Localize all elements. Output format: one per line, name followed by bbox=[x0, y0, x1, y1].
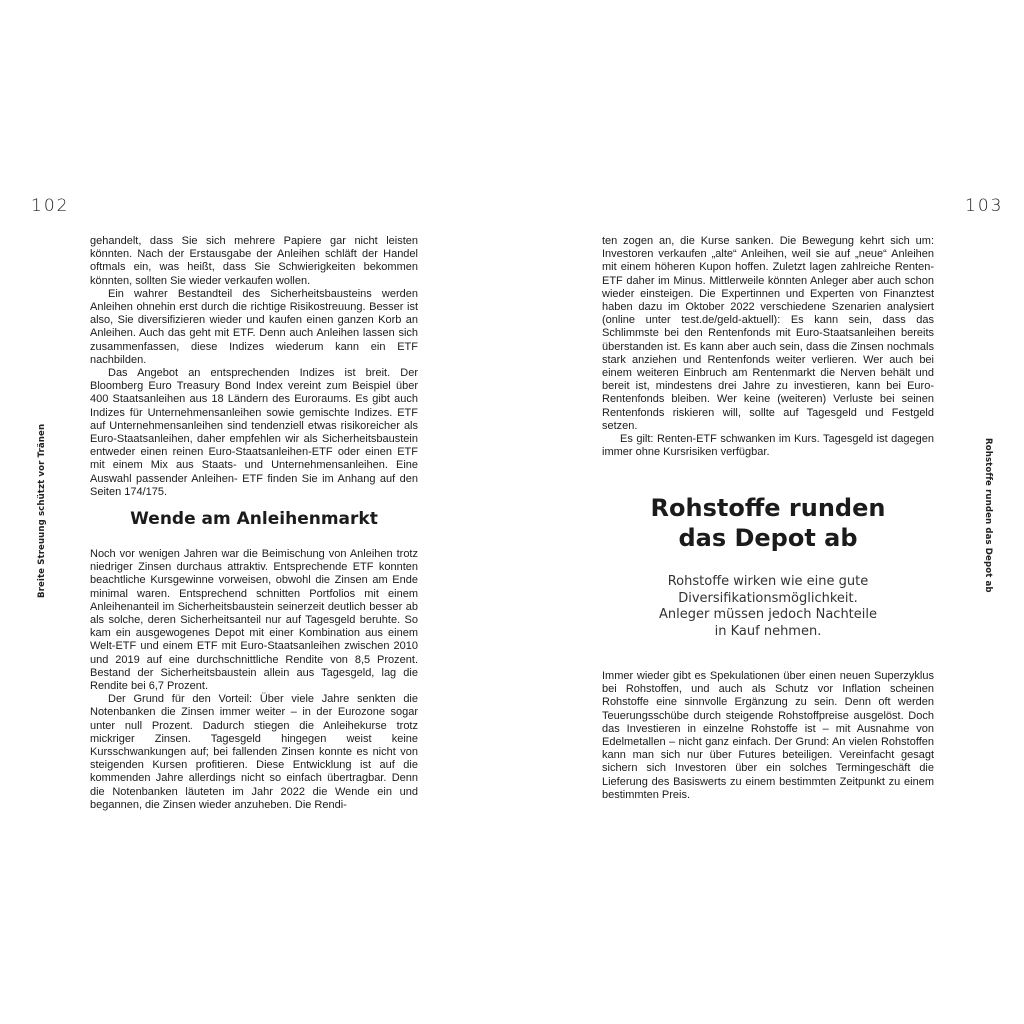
paragraph: Immer wieder gibt es Spekulationen über einen neuen Superzyklus bei Rohstoffen, und auch als Schutz vor Inflation scheinen Rohstoffe eine sinnvolle Ergänzung zu sein. Denn oft werden Teuerungsschübe durch steigende Rohstoffpreise ausgelöst. Doch das Investieren in einzelne Rohstoffe ist – mit Ausnahme von Edelmetallen – nicht ganz einfach. Der Grund: An vielen Rohstoffen kann man sich nur über Futures beteiligen. Vereinfacht gesagt sichern sich Investoren über ein solches Termingeschäft die Lieferung des Basiswerts zu einem bestimmten Zeitpunkt zu einem bestimmten Preis. bbox=[602, 670, 934, 801]
left-top-text bbox=[90, 235, 418, 499]
subtitle-line: Anleger müssen jedoch Nachteile bbox=[658, 607, 878, 622]
page-number-left: 102 bbox=[31, 196, 70, 216]
paragraph: Es gilt: Renten-ETF schwanken im Kurs. Tagesgeld ist dagegen immer ohne Kursrisiken verfügbar. bbox=[602, 433, 934, 459]
paragraph: Noch vor wenigen Jahren war die Beimischung von Anleihen trotz niedriger Zinsen durchaus attraktiv. Entsprechende ETF konnten beachtliche Kursgewinne vorweisen, obwohl die Zinsen am Ende minimal waren. Entsprechend schnitten Portfolios mit einem Anleihenanteil im Sicherheitsbaustein seinerzeit deutlich besser ab als solche, deren Sicherheitsanteil nur auf Tagesgeld beruhte. So kam ein ausgewogenes Depot mit einer Kombination aus einem Welt-ETF und einem ETF mit Euro-Staatsanleihen zwischen 2010 und 2019 auf eine durchschnittliche Rendite von 8,5 Prozent. Bestand der Sicherheitsbaustein allein aus Tagesgeld, lag die Rendite bei 6,7 Prozent. bbox=[90, 548, 418, 693]
chapter-heading bbox=[602, 493, 934, 553]
chapter-heading-line: Rohstoffe runden bbox=[650, 494, 886, 522]
paragraph: Ein wahrer Bestandteil des Sicherheitsbausteins werden Anleihen ohnehin erst durch die richtige Risikostreuung. Besser ist also, Sie diversifizieren wieder und kaufen einen ganzen Korb an Anleihen. Auch das geht mit ETF. Denn auch Anleihen lassen sich zusammenfassen, diese Indizes wiederum kann ein ETF nachbilden. bbox=[90, 287, 418, 366]
chapter-heading-line: das Depot ab bbox=[678, 524, 858, 552]
running-head-right: Rohstoffe runden das Depot ab bbox=[983, 438, 993, 593]
paragraph: gehandelt, dass Sie sich mehrere Papiere gar nicht leisten könnten. Nach der Erstausgabe der Anleihen schläft der Handel oftmals ein, was heißt, dass Sie Schwierigkeiten bekommen könnten, sollten Sie wieder verkaufen wollen. bbox=[90, 235, 418, 287]
page-number-right: 103 bbox=[965, 196, 1004, 216]
paragraph: Das Angebot an entsprechenden Indizes ist breit. Der Bloomberg Euro Treasury Bond Index vereint zum Beispiel über 400 Staatsanleihen aus 18 Ländern des Euroraums. Es gibt auch Indizes für Unternehmensanleihen sowie gemischte Indizes. ETF auf Unternehmensanleihen sind tendenziell etwas risikoreicher als Euro-Staatsanleihen, daher empfehlen wir als Sicherheitsbaustein entweder einen reinen Euro-Staatsanleihen-ETF oder einen ETF mit einem Mix aus Staats- und Unternehmensanleihen. Eine Auswahl passender Anleihen- ETF finden Sie im Anhang auf den Seiten 174/175. bbox=[90, 367, 418, 498]
right-bottom-text bbox=[602, 670, 934, 802]
subtitle-line: in Kauf nehmen. bbox=[714, 623, 822, 639]
left-bottom-text bbox=[90, 548, 418, 812]
subtitle-line: Rohstoffe wirken wie eine gute bbox=[667, 574, 869, 589]
section-heading: Wende am Anleihenmarkt bbox=[130, 509, 378, 529]
running-head-left: Breite Streuung schützt vor Tränen bbox=[37, 423, 47, 598]
chapter-subtitle bbox=[602, 574, 934, 640]
subtitle-line: Diversifikationsmöglichkeit. bbox=[678, 590, 858, 606]
right-top-text bbox=[602, 235, 934, 459]
paragraph: ten zogen an, die Kurse sanken. Die Bewegung kehrt sich um: Investoren verkaufen „alte“ Anleihen, weil sie auf „neue“ Anleihen mit einem höheren Kupon hoffen. Zuletzt lagen zahlreiche Renten-ETF daher im Minus. Mittlerweile könnten Anleger aber auch schon wieder einsteigen. Die Expertinnen und Experten von Finanztest haben dazu im Oktober 2022 verschiedene Szenarien analysiert (online unter test.de/geld-aktuell): Es kann sein, dass das Schlimmste bei den Rentenfonds mit Euro-Staatsanleihen bereits überstanden ist. Es kann aber auch sein, dass die Zinsen nochmals stark anziehen und Rentenfonds weiter verlieren. Wer auch bei einem weiteren Einbruch am Rentenmarkt die Nerven behält und bereit ist, mindestens drei Jahre zu investieren, kann bei Euro-Rentenfonds bleiben. Wer keine (weiteren) Verluste bei seinen Rentenfonds riskieren will, sollte auf Tagesgeld und Festgeld setzen. bbox=[602, 235, 934, 432]
paragraph: Der Grund für den Vorteil: Über viele Jahre senkten die Notenbanken die Zinsen immer weiter – in der Eurozone sogar unter null Prozent. Dadurch stiegen die Anleihekurse trotz mickriger Zinsen. Tagesgeld hingegen weist keine Kursschwankungen auf; bei fallenden Zinsen konnte es nicht von steigenden Kursen profitieren. Diese Entwicklung ist auf die kommenden Jahre allerdings nicht so einfach übertragbar. Denn die Notenbanken läuteten im Jahr 2022 die Wende ein und begannen, die Zinsen wieder anzuheben. Die Rendi- bbox=[90, 693, 418, 811]
